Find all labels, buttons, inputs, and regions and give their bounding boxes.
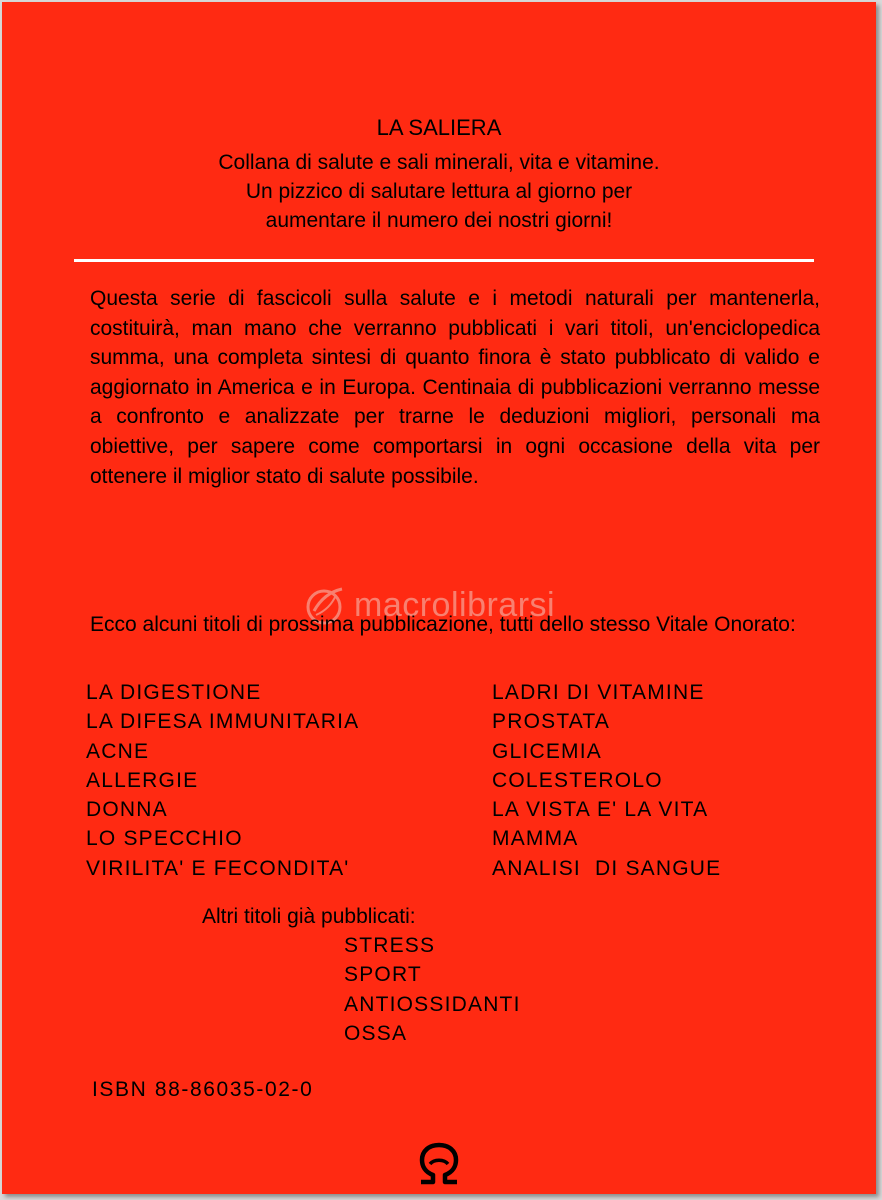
list-item: ANALISI DI SANGUE (492, 856, 722, 880)
series-description: Questa serie di fascicoli sulla salute e i metodi naturali per mantenerla, costituirà, man mano che verranno pubblicati i vari titoli, un'enciclopedica summa, una completa sintesi di quanto finora è stato pubblicato di valido e aggiornato in America e in Europa. Centinaia di pubblicazioni verranno messe a confronto e analizzate per trarne le deduzioni migliori, personali ma obiettive, per sapere come comportarsi in ogni occasione della vita per ottenere il miglior stato di salute possibile. (90, 287, 820, 488)
tagline-line-2: Un pizzico di salutare lettura al giorno per (245, 180, 633, 203)
list-item: ANTIOSSIDANTI (344, 992, 521, 1016)
list-item: STRESS (344, 934, 436, 957)
list-item: VIRILITA' E FECONDITA' (86, 856, 350, 880)
list-item: COLESTEROLO (492, 768, 663, 792)
published-titles-label: Altri titoli già pubblicati: (202, 905, 416, 928)
upcoming-intro: Ecco alcuni titoli di prossima pubblicazione, tutti dello stesso Vitale Onorato: (90, 613, 796, 636)
list-item: PROSTATA (492, 710, 611, 734)
tagline-line-3: aumentare il numero dei nostri giorni! (265, 209, 613, 232)
list-item: ALLERGIE (86, 768, 199, 792)
list-item: LADRI DI VITAMINE (492, 681, 705, 704)
list-item: GLICEMIA (492, 739, 602, 763)
series-title: LA SALIERA (376, 115, 502, 140)
list-item: DONNA (86, 798, 168, 822)
upcoming-titles-left (86, 678, 359, 883)
list-item: LA VISTA E' LA VITA (492, 798, 709, 822)
series-header (2, 114, 876, 235)
list-item: MAMMA (492, 827, 579, 851)
list-item: LO SPECCHIO (86, 827, 243, 851)
list-item: SPORT (344, 963, 422, 987)
published-titles-list (344, 931, 521, 1048)
list-item: LA DIFESA IMMUNITARIA (86, 710, 360, 734)
omega-logo-icon (416, 1142, 462, 1186)
list-item: ACNE (86, 739, 150, 763)
white-divider (74, 259, 814, 262)
watermark-text: macrolibrarsi (354, 585, 556, 624)
isbn-code: ISBN 88-86035-02-0 (92, 1078, 314, 1101)
upcoming-titles-right (492, 678, 721, 883)
list-item: LA DIGESTIONE (86, 681, 262, 704)
tagline-line-1: Collana di salute e sali minerali, vita e vitamine. (218, 151, 660, 174)
list-item: OSSA (344, 1021, 408, 1045)
back-cover (2, 2, 876, 1194)
